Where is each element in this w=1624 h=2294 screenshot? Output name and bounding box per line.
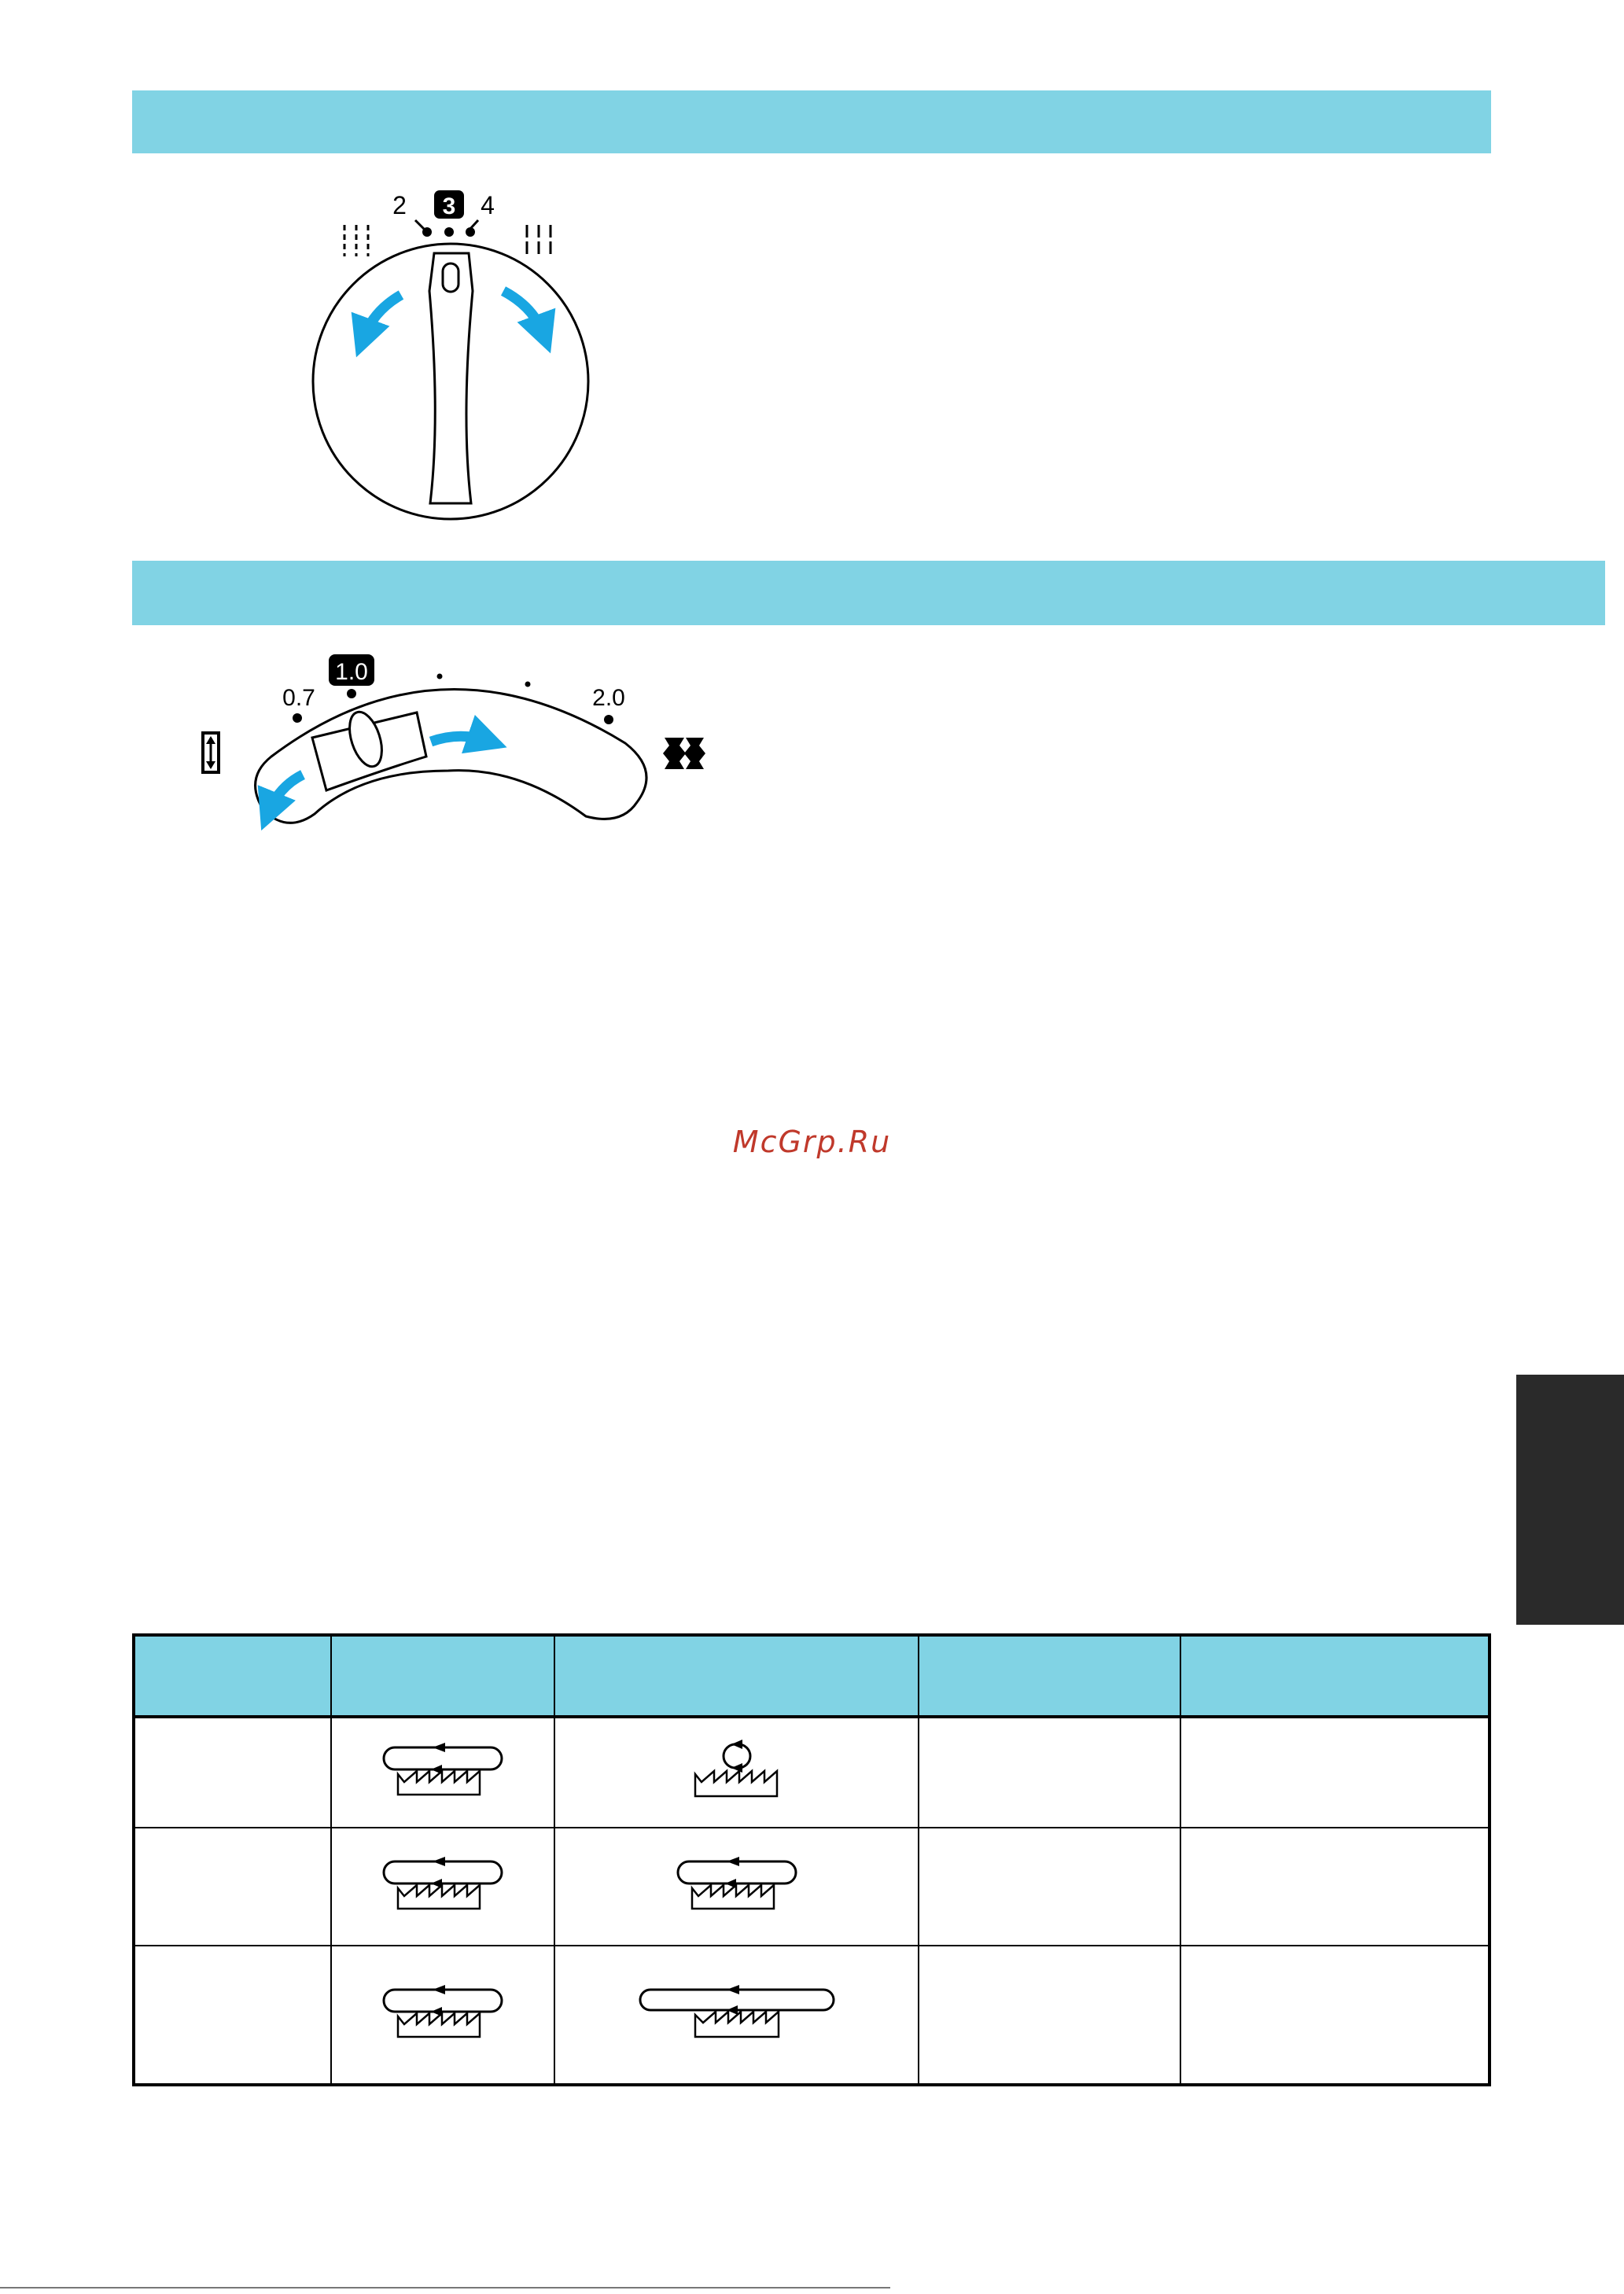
looser-tension-icon: [344, 225, 368, 256]
table-cell: [1180, 1717, 1490, 1828]
increase-length-arrow: [431, 736, 488, 742]
tighter-tension-icon: [527, 225, 551, 256]
table-cell-label: [134, 1946, 331, 2085]
feed-dog-normal-icon: [376, 1982, 510, 2045]
vertical-arrow-icon: [201, 731, 220, 774]
length-label-default: 1.0: [335, 659, 368, 685]
table-cell-differential: [554, 1946, 919, 2085]
table-row: [134, 1828, 1490, 1946]
differential-feed-table: [132, 1633, 1491, 2086]
table-cell-feed: [331, 1828, 554, 1946]
table-header-cell: [1180, 1635, 1490, 1717]
section-header-band-1: [132, 90, 1491, 153]
table-header-cell: [919, 1635, 1180, 1717]
feed-dog-long-icon: [631, 1982, 843, 2045]
stitch-length-lever-illustration: [189, 645, 724, 857]
length-label-max: 2.0: [592, 685, 625, 711]
watermark-text: McGrp.Ru: [732, 1125, 892, 1159]
table-cell: [919, 1828, 1180, 1946]
gathered-fabric-icon: [663, 738, 705, 769]
table-cell-differential: [554, 1717, 919, 1828]
tension-setting-right: 4: [481, 191, 495, 219]
footer-rule: [0, 2287, 890, 2288]
table-cell-feed: [331, 1717, 554, 1828]
tension-setting-left: 2: [392, 191, 407, 219]
table-header-cell: [554, 1635, 919, 1717]
table-header-cell: [331, 1635, 554, 1717]
table-cell-label: [134, 1717, 331, 1828]
table-cell-feed: [331, 1946, 554, 2085]
tension-setting-default: 3: [442, 193, 456, 219]
feed-dog-normal-icon: [376, 1854, 510, 1917]
feed-dog-normal-icon: [376, 1740, 510, 1802]
table-row: [134, 1946, 1490, 2085]
length-label-min: 0.7: [282, 685, 315, 711]
table-row: [134, 1717, 1490, 1828]
table-header-row: [134, 1635, 1490, 1717]
tension-dial-illustration: [299, 181, 613, 527]
pointer-slot: [443, 263, 458, 292]
table-cell-label: [134, 1828, 331, 1946]
feed-dog-short-icon: [670, 1740, 804, 1802]
section-header-band-2: [132, 561, 1605, 625]
table-cell-differential: [554, 1828, 919, 1946]
table-cell: [919, 1946, 1180, 2085]
table-cell: [919, 1717, 1180, 1828]
table-cell: [1180, 1946, 1490, 2085]
table-cell: [1180, 1828, 1490, 1946]
feed-dog-normal-icon: [670, 1854, 804, 1917]
table-header-cell: [134, 1635, 331, 1717]
section-side-tab: [1516, 1375, 1624, 1625]
